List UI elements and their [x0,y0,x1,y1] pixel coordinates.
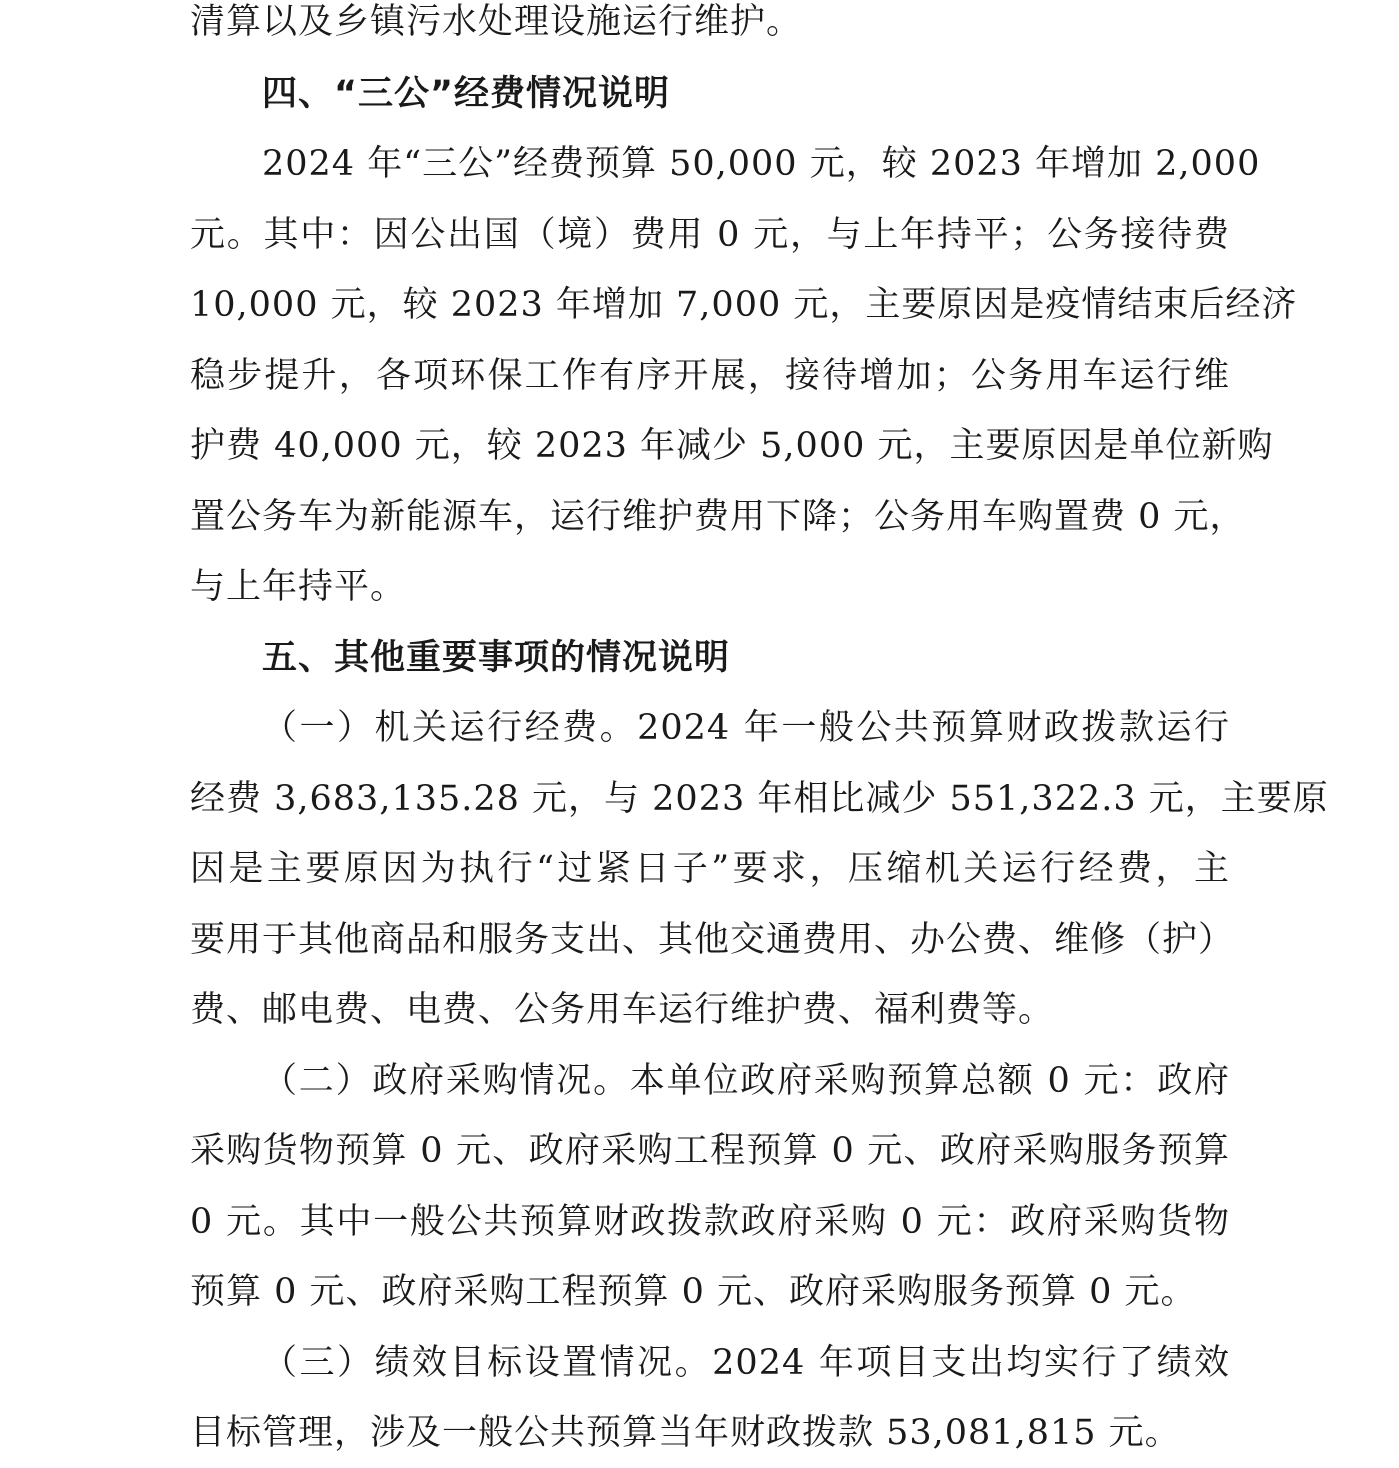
paragraph-line: 0 元。其中一般公共预算财政拨款政府采购 0 元：政府采购货物 [190,1202,1230,1242]
paragraph-line: （三）绩效目标设置情况。2024 年项目支出均实行了绩效 [262,1343,1230,1383]
paragraph-line: 因是主要原因为执行“过紧日子”要求，压缩机关运行经费，主 [190,849,1230,889]
paragraph-line: （一）机关运行经费。2024 年一般公共预算财政拨款运行 [262,708,1230,748]
paragraph-line: 经费 3,683,135.28 元，与 2023 年相比减少 551,322.3 元，主要原 [190,779,1329,819]
paragraph-line: （二）政府采购情况。本单位政府采购预算总额 0 元：政府 [262,1061,1230,1101]
paragraph-line: 预算 0 元、政府采购工程预算 0 元、政府采购服务预算 0 元。 [190,1272,1197,1312]
paragraph-line: 目标管理，涉及一般公共预算当年财政拨款 53,081,815 元。 [190,1413,1181,1453]
paragraph-line: 2024 年“三公”经费预算 50,000 元，较 2023 年增加 2,000 [262,144,1261,184]
section-heading-other-matters: 五、其他重要事项的情况说明 [262,638,731,678]
paragraph-line: 护费 40,000 元，较 2023 年减少 5,000 元，主要原因是单位新购 [190,426,1274,466]
paragraph-line: 置公务车为新能源车，运行维护费用下降；公务用车购置费 0 元， [190,497,1246,537]
paragraph-line: 费、邮电费、电费、公务用车运行维护费、福利费等。 [190,990,1055,1030]
paragraph-line: 稳步提升，各项环保工作有序开展，接待增加；公务用车运行维 [190,356,1230,396]
paragraph-line: 采购货物预算 0 元、政府采购工程预算 0 元、政府采购服务预算 [190,1131,1230,1171]
paragraph-line: 与上年持平。 [190,567,407,607]
paragraph-line: 元。其中：因公出国（境）费用 0 元，与上年持平；公务接待费 [190,215,1230,255]
paragraph-line: 要用于其他商品和服务支出、其他交通费用、办公费、维修（护） [190,920,1235,960]
paragraph-line: 清算以及乡镇污水处理设施运行维护。 [190,2,803,42]
section-heading-san-gong: 四、“三公”经费情况说明 [262,74,671,114]
paragraph-line: 10,000 元，较 2023 年增加 7,000 元，主要原因是疫情结束后经济 [190,285,1298,325]
